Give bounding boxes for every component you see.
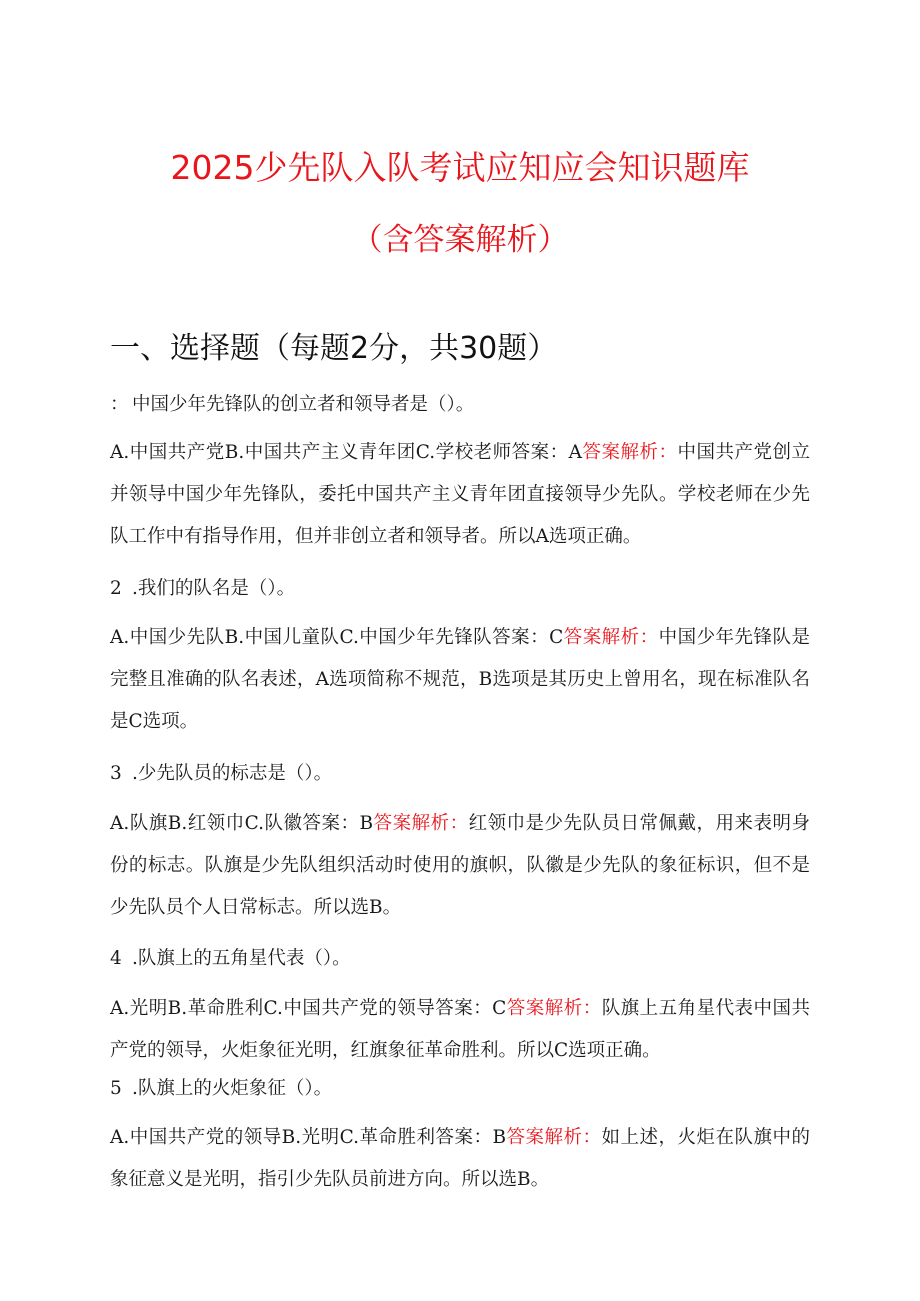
question-number: 3 <box>110 763 122 784</box>
answer-block-4 <box>110 988 810 1072</box>
analysis-text: 中国共产党创立并领导中国少年先锋队，委托中国共产主义青年团直接领导少先队。学校老师在少先队工作中有指导作用，但并非创立者和领导者。所以A选项正确。 <box>110 442 810 547</box>
section-heading: 一、选择题（每题2分，共30题） <box>110 331 558 366</box>
answer-block-3 <box>110 803 810 929</box>
question-text: .队旗上的五角星代表（）。 <box>132 948 351 969</box>
answer-block-2 <box>110 617 810 743</box>
question-number: ： <box>110 394 129 415</box>
analysis-label: 答案解析： <box>373 813 469 834</box>
question-1 <box>110 384 810 426</box>
answer-options: A.光明B.革命胜利C.中国共产党的领导答案：C <box>110 998 507 1019</box>
analysis-label: 答案解析： <box>581 442 678 463</box>
question-text: .我们的队名是（）。 <box>132 578 296 599</box>
document-subtitle: （含答案解析） <box>351 222 569 258</box>
question-text: 中国少年先锋队的创立者和领导者是（）。 <box>132 394 475 415</box>
document-title: 2025少先队入队考试应知应会知识题库 <box>170 148 750 187</box>
answer-options: A.队旗B.红领巾C.队徽答案：B <box>110 813 374 834</box>
question-text: .少先队员的标志是（）。 <box>132 763 333 784</box>
answer-options: A.中国少先队B.中国儿童队C.中国少年先锋队答案：C <box>110 627 564 648</box>
question-number: 5 <box>110 1078 122 1099</box>
question-4 <box>110 938 810 980</box>
question-text: .队旗上的火炬象征（）。 <box>132 1078 333 1099</box>
answer-options: A.中国共产党的领导B.光明C.革命胜利答案：B <box>110 1127 507 1148</box>
answer-options: A.中国共产党B.中国共产主义青年团C.学校老师答案：A <box>110 442 582 463</box>
analysis-text: 红领巾是少先队员日常佩戴，用来表明身份的标志。队旗是少先队组织活动时使用的旗帜，队徽是少先队的象征标识，但不是少先队员个人日常标志。所以选B。 <box>110 813 810 918</box>
analysis-text: 队旗上五角星代表中国共产党的领导，火炬象征光明，红旗象征革命胜利。所以C选项正确。 <box>110 998 810 1061</box>
analysis-text: 中国少年先锋队是完整且准确的队名表述，A选项简称不规范，B选项是其历史上曾用名，现在标准队名是C选项。 <box>110 627 810 732</box>
analysis-label: 答案解析： <box>563 627 659 648</box>
answer-block-1 <box>110 432 810 558</box>
question-number: 2 <box>110 578 122 599</box>
analysis-text: 如上述，火炬在队旗中的象征意义是光明，指引少先队员前进方向。所以选B。 <box>110 1127 810 1190</box>
analysis-label: 答案解析： <box>506 1127 602 1148</box>
question-3 <box>110 753 810 795</box>
question-5 <box>110 1068 810 1110</box>
analysis-label: 答案解析： <box>506 998 602 1019</box>
answer-block-5 <box>110 1117 810 1201</box>
question-number: 4 <box>110 948 122 969</box>
question-2 <box>110 568 810 610</box>
